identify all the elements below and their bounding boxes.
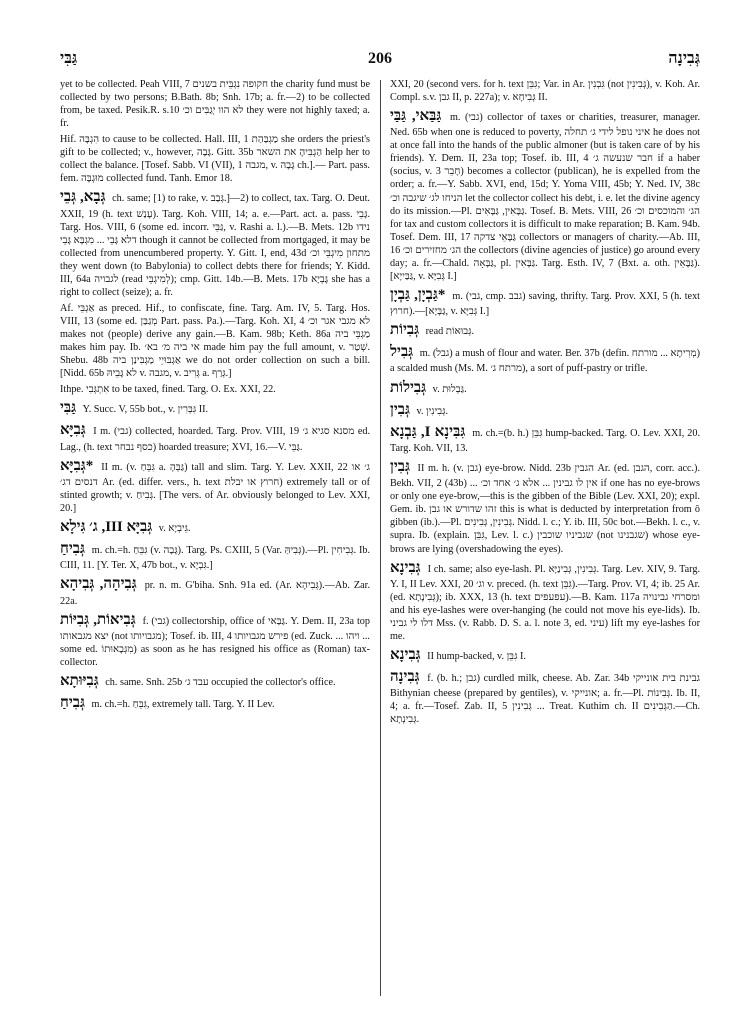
entry-definition: m. ch.=h. גִּבֵּחַ, extremely tall. Targ. Y. II Lev.	[91, 699, 275, 711]
entry-definition: I m. (גבי) collected, hoarded. Targ. Prov. VIII, 19 מסנא סגיא ג׳ ed. Lag., (h. text כסף נבחר) hoarded treasure; XVI, 16.—V. גַּבֵּי.	[60, 426, 370, 453]
dictionary-entry	[60, 133, 370, 185]
entry-headword: גְּבִין	[390, 401, 410, 418]
dictionary-entry	[390, 107, 700, 283]
entry-definition: II m. (v. גִּבֵּחַ a. גַּבְּהָ) tall and slim. Targ. Y. Lev. XXII, 22 ג׳ או דנסים דג׳ Ar. (ed. differ. vers., h. text חרוץ או יבלת) extremely tall or of stinted growth; v. גְּבִיחַ. [The vers. of Ar. obviously belonged to Lev. XXI, 20.]	[60, 461, 370, 514]
entry-headword: *גְּבִיָּא	[60, 457, 94, 474]
entry-definition: yet to be collected. Peah VIII, 7 חקופה נִגְבֵּית בשנים the charity fund must be collected by two persons; B.Bath. 8b; Snh. 17b; a. fr.—2) to be collected from, be taxed. Pesik.R. s.10 לא הוו יְגַבִּים וכ׳ they were not highly taxed; a. fr.	[60, 79, 370, 130]
dictionary-entry	[60, 694, 370, 713]
dictionary-entry	[60, 383, 370, 396]
entry-headword: גְּבָא, גְּבֵי	[60, 189, 106, 206]
entry-definition: Ithpe. אִתְגְּבִי to be taxed, fined. Targ. O. Ex. XXI, 22.	[60, 384, 276, 396]
dictionary-entry	[390, 559, 700, 643]
dictionary-entry	[60, 399, 370, 418]
dictionary-entry	[390, 646, 700, 665]
entry-definition: m. (גבי) collector of taxes or charities, treasurer, manager. Ned. 65b when one is reduced to poverty, איני נופל לידי ג׳ תחלה he does not at once fall into the hands of the public almoner (but is taken care of by his friends). Y. Dem. II, 23a top; Tosef. ib. III, 4 חבר שנעשה ג׳ if a haber (socius, v. חָבֵר 3) becomes a collector (publican), he is expelled from the order; a. fr.—Y. Sabb. XVI, end, 15d; Y. Yoma VIII, 45b; Y. Ned. IV, 38c הניחו לג׳ שיגבה וכ׳ let the collector collect his debt, i. e. let the divine agency do its mission.—Pl. גַּבָּאִין, גַּבָּאִים. Tosef. B. Mets. VIII, 26 הג׳ והמוכסים וכ׳ for tax and custom collectors it is difficult to make reparation; B. Kam. 94b. Tosef. Dem. III, 17 גַּבָּאֵי צדקה collectors or managers of charity.—Ab. III, 16 הג׳ מחזירים וכ׳ the collectors (divine agencies of justice) go around every day; a. fr.—Chald. גַּבָּאָה, pl. גַּבָּאִין. Targ. Esth. IV, 7 (Bxt. a. oth. גַּבָּאֵין). [גַּבַּייָא, v. גְּבִיָּא I.]	[390, 112, 700, 282]
entry-headword: גְּבִיהָה, גְּבִיהָא	[60, 576, 137, 593]
entry-headword: גְּבִיּוּתָא	[60, 672, 99, 689]
header-left-guide-word: גַּבִּי	[60, 50, 78, 67]
entry-headword: *גַּבְיָן, גַּבְיָן	[390, 286, 446, 303]
entry-headword: גְּבִיל	[390, 344, 414, 361]
dictionary-entry	[60, 672, 370, 691]
entry-headword: גַּבִּי	[60, 400, 77, 417]
dictionary-entry	[390, 458, 700, 555]
column-divider	[380, 80, 381, 996]
entry-definition: v. גַּבְלוּת.	[432, 383, 467, 395]
dictionary-entry	[60, 575, 370, 607]
entry-headword: גַּבַּאי, גַּבַּי	[390, 108, 442, 125]
entry-headword: גְּבִינָא	[390, 559, 421, 576]
dictionary-entry	[390, 321, 700, 340]
dictionary-entry	[60, 518, 370, 537]
dictionary-entry	[390, 343, 700, 375]
entry-definition: m. ch.=(b. h.) גִּבֵּן hump-backed. Targ. O. Lev. XXI, 20. Targ. Koh. VII, 13.	[390, 427, 700, 455]
entry-definition: m. (גבי, cmp. גבב) saving, thrifty. Targ. Prov. XXI, 5 (h. text חרוץ).—[גַּבָּיָא, v. גְּבִיָּא I.]	[390, 290, 700, 318]
entry-headword: גְּבִילוֹת	[390, 379, 427, 396]
entry-definition: m. (גבל) a mush of flour and water. Ber. 37b (defin. מְרִיתָא ... מורתח) a scalded mush (Ms. M. מרתח ג׳), a sort of puff-pastry or trifle.	[390, 348, 700, 375]
entry-definition: ch. same; [1) to rake, v. גְּבַב.]—2) to collect, tax. Targ. O. Deut. XXII, 19 (h. text עָנַשׁ). Targ. Koh. VIII, 14; a. e.—Part. act. a. pass. גָּבֵי. Targ. Hos. VIII, 6 (some ed. incorr. גַּבֵּי, v. Rashi a. l.).—B. Mets. 12b נידו דלא גָּבֵי ... מִגְבָּא גָּבֵי though it cannot be collected from mortgaged, it may be collected from unencumbered property. Y. Gitt. I, end, 43d מתחון מִיגְבֵּי וכ׳ they went down (to Babylonia) to collect debts there for friends; Y. Kidd. III, 64a לגבויה (read לְמִיגְבֵּי); cmp. Gitt. 14b.—B. Mets. 17b גָּבְיָא she has a right to collect (seize); a. fr.	[60, 193, 370, 298]
entry-definition: Y. Succ. V, 55b bot., v. גִּבְּרִין II.	[82, 404, 209, 416]
entry-headword: גְּבִיָּא III, ג׳ גִּילָא	[60, 518, 153, 535]
dictionary-entry	[390, 78, 700, 104]
dictionary-entry	[60, 457, 370, 515]
entry-definition: Af. אַגְבֵּי as preced. Hif., to confiscate, fine. Targ. Am. IV, 5. Targ. Hos. VIII, 13 (some ed. מְגַבַּן Part. pass. Pa.).—Targ. Koh. XI, 4 לא מגבי אגר וכ׳ makes not (people) derive any gain.—B. Kam. 98b; Keth. 86a מַגְבֵּי ביה makes him pay. Ib. אי ביה מ׳ בא׳ made him pay the full amount, v. שְׁטַר. Shebu. 48b אַגְבּוּיֵי מַגְבִּינַן ביה we do not order collection on such a bill. [Nidd. 65b לא גָּבֵיהּ v. מגבה, v. גְּרִיב a. גְּרַף.]	[60, 302, 370, 380]
dictionary-entry	[390, 379, 700, 398]
entry-headword: גְּבִינָה	[390, 669, 420, 686]
entry-headword: גְּבִיחַ	[60, 541, 85, 558]
entry-definition: XXI, 20 (second vers. for h. text גִּבֵּן; Var. in Ar. גִּבְנִין (not גְּבִינִין), v. Koh. Ar. Compl. s.v. גבן II, p. 227a); v. גְּבִיחָא II.	[390, 79, 700, 104]
dictionary-entry	[60, 188, 370, 299]
entry-headword: גְּבִינָא	[390, 647, 421, 663]
entry-definition: v. גְּבִינִין.	[416, 405, 449, 417]
entry-headword: גִּבִּינָא I, גַּבְנָא	[390, 423, 466, 440]
page-header	[60, 44, 700, 74]
entry-definition: II m. h. (v. גבן) eye-brow. Nidd. 23b הגבין Ar. (ed. הגבן, corr. acc.). Bekh. VII, 2 (43b) ... אין לו גבינין ... אלא ג׳ אחד וכ׳ if one has no eye-brows or only one eye-brow,—this is the gibben of the Bible (Lev. XXI, 20); expl. Gem. ib. זהו שדורש או גבן this is what is deducted by interpretation from ô gibben (ib.).—Pl. גְּבִינִין, גְּבִינִים. Nidd. l. c.; Y. ib. III, 50c bot.—Bekh. l. c., v. supra. Ib. (explain. גִּבֵּן, Lev. l. c.) שגביניו שוכבין (not שגבנינו) whose eye-brows are lying (overshadowing the eyes).	[390, 463, 700, 555]
entry-definition: I ch. same; also eye-lash. Pl. גְּבִינִין, גְּבִינַיָּא. Targ. Lev. XIV, 9. Targ. Y. I, II Lev. XXI, 20 וג׳ v. preced. (h. text גִּבֵּן).—Targ. Prov. VI, 4; ib. 25 Ar. (ed. גְּבִינָתָא); ib. XXX, 13 (h. text עפעפים).—B. Kam. 117a ומסרחי גבינויה and his eye-lashes were over-hanging (he could not move his eye-lids). Ib. דלו לי גביני Mss. (v. Rabb. D. S. a. l. note 3, ed. עיני) lift my eye-lashes for me.	[390, 563, 700, 642]
entry-definition: m. ch.=h. גִּבֵּחַ (v. גָּבָה). Targ. Ps. CXIII, 5 (Var. גְּבִיהַּ).—Pl. גְּבִיחִין. Ib. CIII, 11. [Y. Ter. X, 47b bot., v. גִּבְיָא.]	[60, 545, 370, 572]
dictionary-entry	[60, 78, 370, 130]
dictionary-entry	[60, 421, 370, 453]
entry-definition: ch. same. Snh. 25b עבד ג׳ occupied the collector's office.	[105, 676, 336, 688]
entry-definition: Hif. הִגְבָּה to cause to be collected. Hall. III, 1 מַגְבַּהַת she orders the priest's gift to be collected; v., however, גָּבָה. Gitt. 35b הַגְבִּיהָ את השאר help her to collect the balance. [Tosef. Sabb. VI (VII), 1 מגבה, v. גָּבָה ch.].— Part. pass. fem. מוּגְבָּה collected fund. Tanh. Emor 18.	[60, 134, 370, 185]
entry-headword: גְּבִיחַ	[60, 695, 85, 712]
dictionary-entry	[390, 286, 700, 318]
header-right-guide-word: גְּבִינָה	[668, 50, 700, 67]
entry-headword: גְּבִיוֹת	[390, 322, 420, 339]
entry-definition: pr. n. m. G'biha. Snh. 91a ed. (Ar. גְּבִיהָא).—Ab. Zar. 22a.	[60, 580, 370, 607]
dictionary-entry	[60, 302, 370, 380]
entry-definition: read גְּבוּאוֹת.	[425, 326, 475, 338]
entry-definition: f. (גבי) collectorship, office of גַּבַּאי. Y. Dem. II, 23a top יצא מגבאותו (not מגבויותו); Tosef. ib. III, 4 פירש מגבויותו (ed. Zuck. ... ויהו ... some ed. מִגְּבָאוּתוֹ) as soon as he has resigned his office as (Roman) tax-collector.	[60, 615, 370, 668]
dictionary-entry	[390, 668, 700, 726]
entry-headword: גְּבִיָּא	[60, 422, 86, 439]
dictionary-entry	[390, 423, 700, 455]
left-column	[60, 78, 370, 998]
entry-definition: v. גֵּיבְיָא.	[158, 522, 191, 534]
entry-headword: גְּבִיאוֹת, גְּבִיּוֹת	[60, 611, 136, 628]
entry-definition: f. (b. h.; גבן) curdled milk, cheese. Ab. Zar. 34b גבינת בית אונייקי Bithynian cheese (prepared by gentiles), v. אונייקי; a. fr.—Pl. גְּבִינוֹת. Ib. II, 4; a. fr.—Tosef. Zab. II, 5 גְּבִינִין ... Treat. Kuthim ch. II הַגְּבִינִים.—Ch. גְּבִינְתָא.	[390, 673, 700, 726]
page-number: 206	[368, 50, 392, 67]
entry-definition: II hump-backed, v. גִּבֵּן I.	[427, 651, 526, 662]
entry-headword: גְּבִין	[390, 459, 410, 476]
dictionary-entry	[60, 540, 370, 572]
dictionary-entry	[390, 401, 700, 420]
right-column	[390, 78, 700, 998]
dictionary-entry	[60, 611, 370, 669]
